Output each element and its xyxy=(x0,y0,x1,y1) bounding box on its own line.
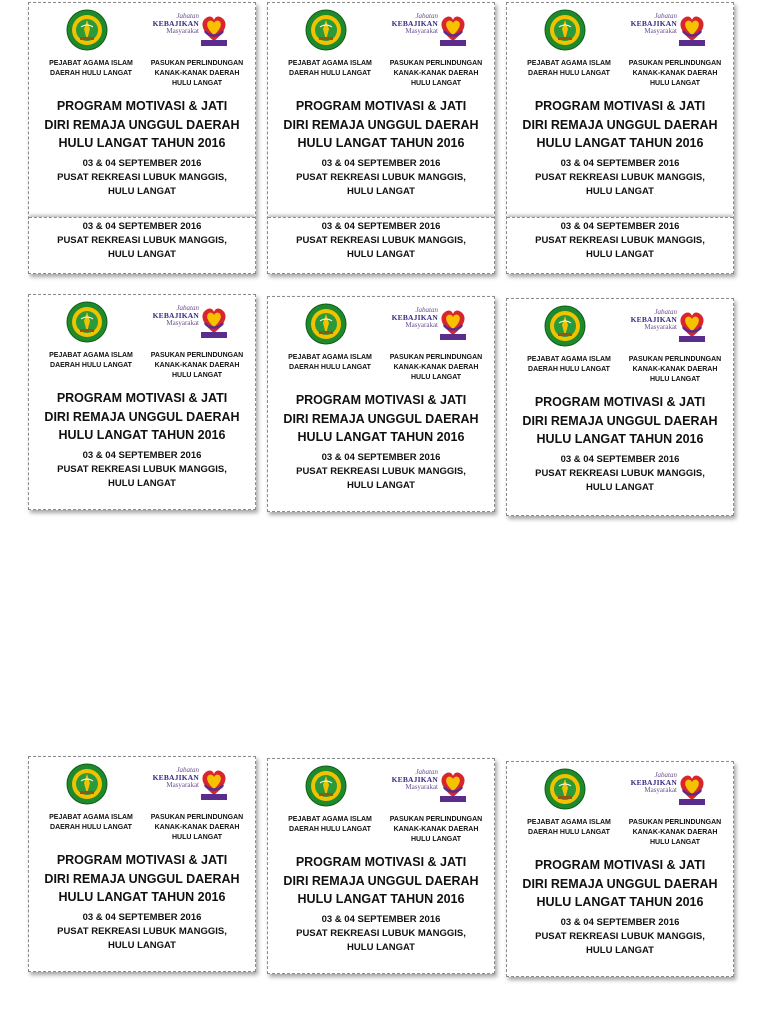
org-left-name xyxy=(280,59,380,79)
program-details xyxy=(35,449,249,491)
program-details xyxy=(274,913,488,955)
text-line: DAERAH HULU LANGAT xyxy=(289,70,371,77)
text-line: PEJABAT AGAMA ISLAM xyxy=(288,354,372,361)
org-left-name xyxy=(41,59,141,79)
org-right-name xyxy=(137,59,256,89)
text-line: HULU LANGAT xyxy=(586,249,654,260)
text-line: PROGRAM MOTIVASI & JATI xyxy=(534,395,706,409)
organisation-names xyxy=(29,351,255,385)
jkm-line1: Jabatan xyxy=(415,306,438,314)
text-line: PUSAT REKREASI LUBUK MANGGIS, xyxy=(296,928,466,939)
text-line: 03 & 04 SEPTEMBER 2016 xyxy=(82,221,202,232)
text-line: PUSAT REKREASI LUBUK MANGGIS, xyxy=(57,464,227,475)
heart-logo-icon xyxy=(438,767,468,803)
text-line: DIRI REMAJA UNGGUL DAERAH xyxy=(283,873,479,888)
program-details xyxy=(35,157,249,199)
text-line: HULU LANGAT TAHUN 2016 xyxy=(536,136,704,150)
text-line: 03 & 04 SEPTEMBER 2016 xyxy=(82,450,202,461)
text-line: HULU LANGAT xyxy=(108,478,176,489)
text-line: PEJABAT AGAMA ISLAM xyxy=(49,60,133,67)
jkm-line3: Masyarakat xyxy=(405,321,438,330)
text-line: HULU LANGAT xyxy=(171,834,223,841)
text-line: 03 & 04 SEPTEMBER 2016 xyxy=(560,917,680,928)
text-line: KANAK-KANAK DAERAH xyxy=(632,366,718,373)
org-left-name xyxy=(41,351,141,371)
program-label-card xyxy=(28,2,256,274)
jkm-line1: Jabatan xyxy=(415,12,438,20)
jkm-line1: Jabatan xyxy=(176,12,199,20)
program-details xyxy=(35,220,249,262)
organisation-names xyxy=(507,818,733,852)
text-line: PASUKAN PERLINDUNGAN xyxy=(389,60,483,67)
text-line: KANAK-KANAK DAERAH xyxy=(632,70,718,77)
text-line: DAERAH HULU LANGAT xyxy=(528,70,610,77)
jkm-line3: Masyarakat xyxy=(166,27,199,36)
text-line: PASUKAN PERLINDUNGAN xyxy=(389,354,483,361)
logo-row xyxy=(268,7,494,57)
jkm-logo xyxy=(388,305,468,343)
jkm-line3: Masyarakat xyxy=(405,783,438,792)
org-left-name xyxy=(280,815,380,835)
jkm-line2: KEBAJIKAN xyxy=(391,313,438,323)
org-right-name xyxy=(376,353,495,383)
heart-logo-icon xyxy=(199,11,229,47)
jkm-logo xyxy=(627,11,707,49)
text-line: PASUKAN PERLINDUNGAN xyxy=(150,60,244,67)
text-line: HULU LANGAT xyxy=(649,839,701,846)
organisation-names xyxy=(507,59,733,93)
text-line: PEJABAT AGAMA ISLAM xyxy=(527,60,611,67)
text-line: PASUKAN PERLINDUNGAN xyxy=(150,352,244,359)
overlapping-card-strip xyxy=(507,217,733,274)
heart-logo-icon xyxy=(438,11,468,47)
text-line: HULU LANGAT xyxy=(347,942,415,953)
org-left-name xyxy=(280,353,380,373)
text-line: PROGRAM MOTIVASI & JATI xyxy=(295,99,467,113)
program-label-card xyxy=(267,296,495,512)
text-line: PUSAT REKREASI LUBUK MANGGIS, xyxy=(535,931,705,942)
text-line: HULU LANGAT TAHUN 2016 xyxy=(58,428,226,442)
jkm-line3: Masyarakat xyxy=(644,786,677,795)
heart-logo-icon xyxy=(677,307,707,343)
text-line: PROGRAM MOTIVASI & JATI xyxy=(56,99,228,113)
program-label-card xyxy=(506,2,734,274)
program-label-card xyxy=(506,761,734,977)
jkm-line3: Masyarakat xyxy=(644,323,677,332)
text-line: HULU LANGAT xyxy=(108,249,176,260)
text-line: HULU LANGAT xyxy=(586,186,654,197)
text-line: 03 & 04 SEPTEMBER 2016 xyxy=(321,914,441,925)
text-line: PASUKAN PERLINDUNGAN xyxy=(389,816,483,823)
heart-logo-icon xyxy=(677,770,707,806)
text-line: PASUKAN PERLINDUNGAN xyxy=(150,814,244,821)
text-line: PEJABAT AGAMA ISLAM xyxy=(288,816,372,823)
program-title xyxy=(35,97,249,153)
org-right-name xyxy=(615,355,734,385)
text-line: 03 & 04 SEPTEMBER 2016 xyxy=(560,221,680,232)
text-line: HULU LANGAT TAHUN 2016 xyxy=(297,136,465,150)
text-line: DAERAH HULU LANGAT xyxy=(528,829,610,836)
text-line: HULU LANGAT xyxy=(108,186,176,197)
text-line: KANAK-KANAK DAERAH xyxy=(632,829,718,836)
jkm-line1: Jabatan xyxy=(176,304,199,312)
org-left-name xyxy=(519,818,619,838)
text-line: PEJABAT AGAMA ISLAM xyxy=(49,352,133,359)
org-left-name xyxy=(41,813,141,833)
text-line: PEJABAT AGAMA ISLAM xyxy=(527,819,611,826)
text-line: PEJABAT AGAMA ISLAM xyxy=(288,60,372,67)
text-line: 03 & 04 SEPTEMBER 2016 xyxy=(560,454,680,465)
text-line: 03 & 04 SEPTEMBER 2016 xyxy=(321,158,441,169)
program-details xyxy=(274,220,488,262)
text-line: HULU LANGAT xyxy=(586,482,654,493)
jkm-line2: KEBAJIKAN xyxy=(391,19,438,29)
crest-icon xyxy=(66,763,108,805)
jkm-line3: Masyarakat xyxy=(405,27,438,36)
text-line: PEJABAT AGAMA ISLAM xyxy=(527,356,611,363)
text-line: PROGRAM MOTIVASI & JATI xyxy=(56,853,228,867)
overlapping-card-strip xyxy=(29,217,255,274)
organisation-names xyxy=(507,355,733,389)
logo-row xyxy=(29,7,255,57)
text-line: PASUKAN PERLINDUNGAN xyxy=(628,60,722,67)
text-line: HULU LANGAT TAHUN 2016 xyxy=(536,895,704,909)
text-line: KANAK-KANAK DAERAH xyxy=(154,70,240,77)
text-line: HULU LANGAT xyxy=(410,836,462,843)
crest-icon xyxy=(66,301,108,343)
text-line: HULU LANGAT TAHUN 2016 xyxy=(58,136,226,150)
jkm-line2: KEBAJIKAN xyxy=(152,19,199,29)
text-line: HULU LANGAT xyxy=(171,372,223,379)
jkm-logo xyxy=(627,307,707,345)
crest-icon xyxy=(544,305,586,347)
text-line: DAERAH HULU LANGAT xyxy=(289,364,371,371)
text-line: DIRI REMAJA UNGGUL DAERAH xyxy=(44,871,240,886)
jkm-line3: Masyarakat xyxy=(166,781,199,790)
text-line: 03 & 04 SEPTEMBER 2016 xyxy=(82,912,202,923)
logo-row xyxy=(507,303,733,353)
text-line: DIRI REMAJA UNGGUL DAERAH xyxy=(522,413,718,428)
crest-icon xyxy=(305,303,347,345)
text-line: HULU LANGAT xyxy=(586,945,654,956)
org-right-name xyxy=(376,59,495,89)
overlapping-card-strip xyxy=(268,217,494,274)
program-title xyxy=(274,97,488,153)
program-details xyxy=(513,453,727,495)
logo-row xyxy=(268,301,494,351)
org-left-name xyxy=(519,355,619,375)
text-line: 03 & 04 SEPTEMBER 2016 xyxy=(321,452,441,463)
text-line: PUSAT REKREASI LUBUK MANGGIS, xyxy=(296,235,466,246)
org-right-name xyxy=(615,818,734,848)
crest-icon xyxy=(66,9,108,51)
jkm-logo xyxy=(388,11,468,49)
logo-row xyxy=(268,763,494,813)
organisation-names xyxy=(29,813,255,847)
program-title xyxy=(513,856,727,912)
org-right-name xyxy=(137,351,256,381)
text-line: PEJABAT AGAMA ISLAM xyxy=(49,814,133,821)
crest-icon xyxy=(544,9,586,51)
org-right-name xyxy=(376,815,495,845)
text-line: PROGRAM MOTIVASI & JATI xyxy=(534,99,706,113)
text-line: HULU LANGAT xyxy=(347,249,415,260)
text-line: PUSAT REKREASI LUBUK MANGGIS, xyxy=(57,172,227,183)
text-line: 03 & 04 SEPTEMBER 2016 xyxy=(560,158,680,169)
program-details xyxy=(513,157,727,199)
text-line: DIRI REMAJA UNGGUL DAERAH xyxy=(283,117,479,132)
text-line: DAERAH HULU LANGAT xyxy=(50,70,132,77)
organisation-names xyxy=(29,59,255,93)
jkm-line2: KEBAJIKAN xyxy=(152,311,199,321)
logo-row xyxy=(507,766,733,816)
text-line: DIRI REMAJA UNGGUL DAERAH xyxy=(44,117,240,132)
jkm-line1: Jabatan xyxy=(415,768,438,776)
jkm-logo xyxy=(627,770,707,808)
text-line: PUSAT REKREASI LUBUK MANGGIS, xyxy=(57,926,227,937)
program-details xyxy=(35,911,249,953)
text-line: KANAK-KANAK DAERAH xyxy=(154,362,240,369)
text-line: KANAK-KANAK DAERAH xyxy=(393,70,479,77)
program-title xyxy=(513,97,727,153)
heart-logo-icon xyxy=(438,305,468,341)
program-title xyxy=(274,391,488,447)
text-line: HULU LANGAT xyxy=(347,480,415,491)
org-left-name xyxy=(519,59,619,79)
program-details xyxy=(274,451,488,493)
heart-logo-icon xyxy=(199,765,229,801)
text-line: HULU LANGAT TAHUN 2016 xyxy=(58,890,226,904)
text-line: KANAK-KANAK DAERAH xyxy=(393,826,479,833)
text-line: DIRI REMAJA UNGGUL DAERAH xyxy=(44,409,240,424)
heart-logo-icon xyxy=(677,11,707,47)
crest-icon xyxy=(305,9,347,51)
crest-icon xyxy=(305,765,347,807)
logo-row xyxy=(507,7,733,57)
text-line: PROGRAM MOTIVASI & JATI xyxy=(295,393,467,407)
text-line: PROGRAM MOTIVASI & JATI xyxy=(56,391,228,405)
heart-logo-icon xyxy=(199,303,229,339)
org-right-name xyxy=(615,59,734,89)
program-title xyxy=(35,851,249,907)
text-line: HULU LANGAT xyxy=(171,80,223,87)
text-line: HULU LANGAT TAHUN 2016 xyxy=(297,892,465,906)
jkm-logo xyxy=(149,11,229,49)
text-line: DIRI REMAJA UNGGUL DAERAH xyxy=(522,876,718,891)
jkm-logo xyxy=(149,765,229,803)
text-line: PUSAT REKREASI LUBUK MANGGIS, xyxy=(296,466,466,477)
org-right-name xyxy=(137,813,256,843)
program-details xyxy=(513,220,727,262)
jkm-line2: KEBAJIKAN xyxy=(391,775,438,785)
jkm-logo xyxy=(388,767,468,805)
text-line: PUSAT REKREASI LUBUK MANGGIS, xyxy=(296,172,466,183)
text-line: HULU LANGAT xyxy=(108,940,176,951)
program-details xyxy=(513,916,727,958)
text-line: HULU LANGAT TAHUN 2016 xyxy=(536,432,704,446)
text-line: PUSAT REKREASI LUBUK MANGGIS, xyxy=(535,468,705,479)
logo-row xyxy=(29,299,255,349)
program-label-card xyxy=(28,756,256,972)
crest-icon xyxy=(544,768,586,810)
program-title xyxy=(35,389,249,445)
text-line: PUSAT REKREASI LUBUK MANGGIS, xyxy=(535,172,705,183)
text-line: PROGRAM MOTIVASI & JATI xyxy=(295,855,467,869)
jkm-line3: Masyarakat xyxy=(644,27,677,36)
text-line: PROGRAM MOTIVASI & JATI xyxy=(534,858,706,872)
program-label-card xyxy=(28,294,256,510)
text-line: KANAK-KANAK DAERAH xyxy=(154,824,240,831)
text-line: DAERAH HULU LANGAT xyxy=(50,362,132,369)
text-line: HULU LANGAT xyxy=(347,186,415,197)
jkm-line2: KEBAJIKAN xyxy=(630,778,677,788)
jkm-line2: KEBAJIKAN xyxy=(630,19,677,29)
jkm-line1: Jabatan xyxy=(176,766,199,774)
program-label-card xyxy=(267,2,495,274)
text-line: HULU LANGAT xyxy=(649,376,701,383)
program-title xyxy=(274,853,488,909)
text-line: HULU LANGAT xyxy=(410,374,462,381)
logo-row xyxy=(29,761,255,811)
text-line: 03 & 04 SEPTEMBER 2016 xyxy=(82,158,202,169)
text-line: PASUKAN PERLINDUNGAN xyxy=(628,819,722,826)
text-line: DIRI REMAJA UNGGUL DAERAH xyxy=(522,117,718,132)
text-line: DAERAH HULU LANGAT xyxy=(50,824,132,831)
jkm-line1: Jabatan xyxy=(654,12,677,20)
organisation-names xyxy=(268,815,494,849)
text-line: PUSAT REKREASI LUBUK MANGGIS, xyxy=(535,235,705,246)
text-line: DIRI REMAJA UNGGUL DAERAH xyxy=(283,411,479,426)
text-line: DAERAH HULU LANGAT xyxy=(289,826,371,833)
organisation-names xyxy=(268,353,494,387)
jkm-line1: Jabatan xyxy=(654,771,677,779)
text-line: PUSAT REKREASI LUBUK MANGGIS, xyxy=(57,235,227,246)
text-line: HULU LANGAT xyxy=(410,80,462,87)
jkm-line1: Jabatan xyxy=(654,308,677,316)
jkm-line2: KEBAJIKAN xyxy=(630,315,677,325)
jkm-logo xyxy=(149,303,229,341)
jkm-line2: KEBAJIKAN xyxy=(152,773,199,783)
jkm-line3: Masyarakat xyxy=(166,319,199,328)
text-line: HULU LANGAT xyxy=(649,80,701,87)
program-details xyxy=(274,157,488,199)
organisation-names xyxy=(268,59,494,93)
text-line: HULU LANGAT TAHUN 2016 xyxy=(297,430,465,444)
text-line: KANAK-KANAK DAERAH xyxy=(393,364,479,371)
program-label-card xyxy=(267,758,495,974)
program-title xyxy=(513,393,727,449)
program-label-card xyxy=(506,298,734,516)
text-line: DAERAH HULU LANGAT xyxy=(528,366,610,373)
text-line: PASUKAN PERLINDUNGAN xyxy=(628,356,722,363)
text-line: 03 & 04 SEPTEMBER 2016 xyxy=(321,221,441,232)
